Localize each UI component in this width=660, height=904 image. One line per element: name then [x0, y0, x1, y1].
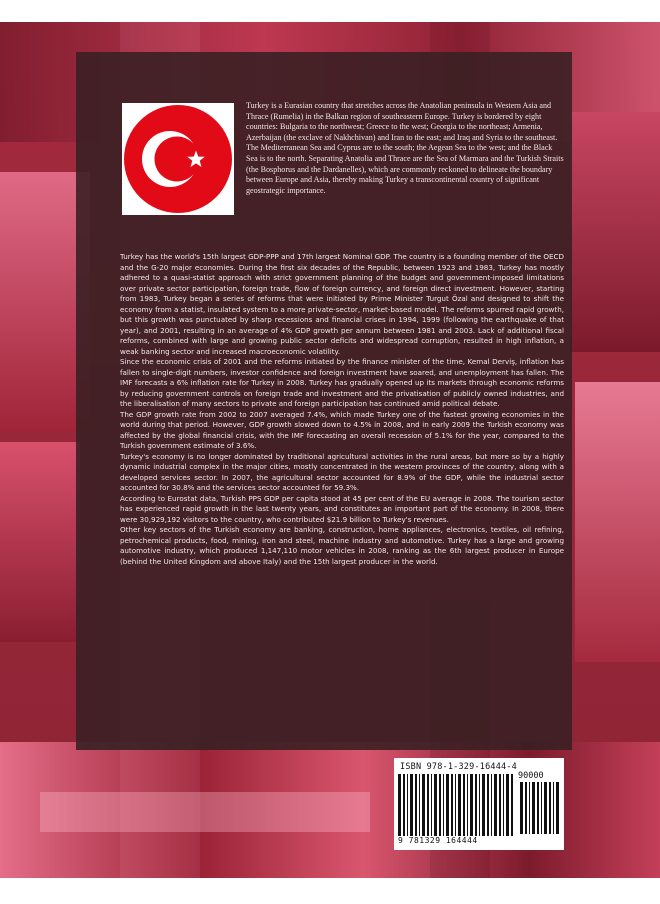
background-stripe — [575, 382, 660, 662]
barcode-bars — [398, 774, 514, 836]
barcode-bar — [525, 782, 527, 834]
price-code: 90000 — [518, 771, 544, 781]
intro-paragraph: Turkey is a Eurasian country that stretches across the Anatolian peninsula in Western Asia and Thrace (Rumelia) in the Balkan region of southeastern Europe. Turkey is bordered by eight countries: Bulgaria to the northwest; Greece to the west; Georgia to the northeast; Armenia, Azerbaijan (the exclave of Nakhchivan) and Iran to the east; and Iraq and Syria to the southeast. The Mediterranean Sea and Cyprus are to the south; the Aegean Sea to the west; and the Black Sea is to the north. Separating Anatolia and Thrace are the Sea of Marmara and the Turkish Straits (the Bosphorus and the Dardanelles), which are commonly reckoned to delineate the boundary between Europe and Asia, thereby making Turkey a transcontinental country of significant geostrategic importance. — [246, 101, 564, 195]
barcode-bar — [544, 782, 547, 834]
barcode-bar — [398, 774, 401, 836]
barcode-bar — [537, 782, 539, 834]
barcode-bar — [443, 774, 444, 836]
barcode-bar — [431, 774, 432, 836]
barcode-bar — [463, 774, 465, 836]
barcode-bar — [487, 774, 489, 836]
background-stripe — [40, 792, 370, 832]
barcode-bar — [470, 774, 473, 836]
barcode-bar — [439, 774, 441, 836]
paragraph: Other key sectors of the Turkish economy are banking, construction, home appliances, electronics, textiles, oil refining, petrochemical products, food, mining, iron and steel, machine industry and automotive. Turkey has a large and growing automotive industry, which produced 1,147,110 motor vehicles in 2008, ranking as the 6th largest producer in Europe (behind the United Kingdom and above Italy) and the 15th largest producer in the world. — [120, 525, 564, 566]
barcode-bar — [494, 774, 497, 836]
barcode-bar — [503, 774, 504, 836]
barcode-bar — [556, 782, 559, 834]
barcode-bar — [511, 774, 513, 836]
barcode-bar — [403, 774, 405, 836]
barcode-bar — [506, 774, 509, 836]
price-barcode-bars — [520, 782, 560, 834]
background-stripe — [570, 112, 660, 352]
barcode-bar — [422, 774, 425, 836]
barcode-bar — [529, 782, 530, 834]
paragraph: According to Eurostat data, Turkish PPS GDP per capita stood at 45 per cent of the EU average in 2008. The tourism sector has experienced rapid growth in the last twenty years, and constitutes an important part of the economy. In 2008, there were 30,929,192 visitors to the country, who contributed $21.9 billion to Turkey's revenues. — [120, 493, 564, 524]
barcode-bar — [491, 774, 492, 836]
background-stripe — [0, 442, 80, 642]
barcode-bar — [451, 774, 453, 836]
barcode-bar — [410, 774, 413, 836]
barcode-bar — [434, 774, 437, 836]
isbn-label: ISBN 978-1-329-16444-4 — [400, 762, 517, 772]
isbn-barcode — [394, 758, 564, 850]
barcode-bar — [520, 782, 523, 834]
barcode-bar — [446, 774, 449, 836]
barcode-bar — [479, 774, 480, 836]
barcode-bar — [541, 782, 542, 834]
barcode-bar — [475, 774, 477, 836]
barcode-bar — [499, 774, 501, 836]
paragraph: Since the economic crisis of 2001 and the reforms initiated by the finance minister of the time, Kemal Derviş, inflation has fallen to single-digit numbers, investor confidence and foreign investment have soared, and unemployment has fallen. The IMF forecasts a 6% inflation rate for Turkey in 2008. Turkey has gradually opened up its markets through economic reforms by reducing government controls on foreign trade and investment and the privatisation of publicly owned industries, and the liberalisation of many sectors to private and foreign participation has continued amid political debate. — [120, 357, 564, 408]
barcode-bar — [415, 774, 417, 836]
paragraph: The GDP growth rate from 2002 to 2007 averaged 7.4%, which made Turkey one of the fastest growing economies in the world during that period. However, GDP growth slowed down to 4.5% in 2008, and in early 2009 the Turkish economy was affected by the global financial crisis, with the IMF forecasting an overall recession of 5.1% for the year, compared to the Turkish government estimate of 3.6%. — [120, 409, 564, 450]
barcode-bar — [549, 782, 551, 834]
barcode-bar — [407, 774, 408, 836]
turkish-flag-icon — [122, 103, 234, 215]
paragraph: Turkey has the world's 15th largest GDP-PPP and 17th largest Nominal GDP. The country is a founding member of the OECD and the G-20 major economies. During the first six decades of the Republic, between 1923 and 1983, Turkey has mostly adhered to a quasi-statist approach with strict government planning of the budget and government-imposed limitations over private sector participation, foreign trade, flow of foreign currency, and foreign direct investment. However, starting from 1983, Turkey began a series of reforms that were initiated by Prime Minister Turgut Özal and designed to shift the economy from a statist, insulated system to a more private-sector, market-based model. The reforms spurred rapid growth, but this growth was punctuated by sharp recessions and financial crises in 1994, 1999 (following the earthquake of that year), and 2001, resulting in an average of 4% GDP growth per annum between 1981 and 2003. Lack of additional fiscal reforms, combined with large and growing public sector deficits and widespread corruption, resulted in high inflation, a weak banking sector and increased macroeconomic volatility. — [120, 252, 564, 356]
barcode-bar — [467, 774, 468, 836]
barcode-bar — [482, 774, 485, 836]
barcode-bar — [553, 782, 554, 834]
barcode-bar — [455, 774, 456, 836]
barcode-bar — [532, 782, 535, 834]
barcode-bar — [458, 774, 461, 836]
barcode-bar — [419, 774, 420, 836]
paragraph: Turkey's economy is no longer dominated by traditional agricultural activities in the rural areas, but more so by a highly dynamic industrial complex in the major cities, mostly concentrated in the western provinces of the country, along with a developed services sector. In 2007, the agricultural sector accounted for 8.9% of the GDP, while the industrial sector accounted for 30.8% and the services sector accounted for 59.3%. — [120, 451, 564, 492]
body-text — [120, 252, 564, 567]
isbn-digits: 9 781329 164444 — [398, 836, 478, 845]
flag-emblem — [122, 103, 234, 215]
barcode-bar — [427, 774, 429, 836]
